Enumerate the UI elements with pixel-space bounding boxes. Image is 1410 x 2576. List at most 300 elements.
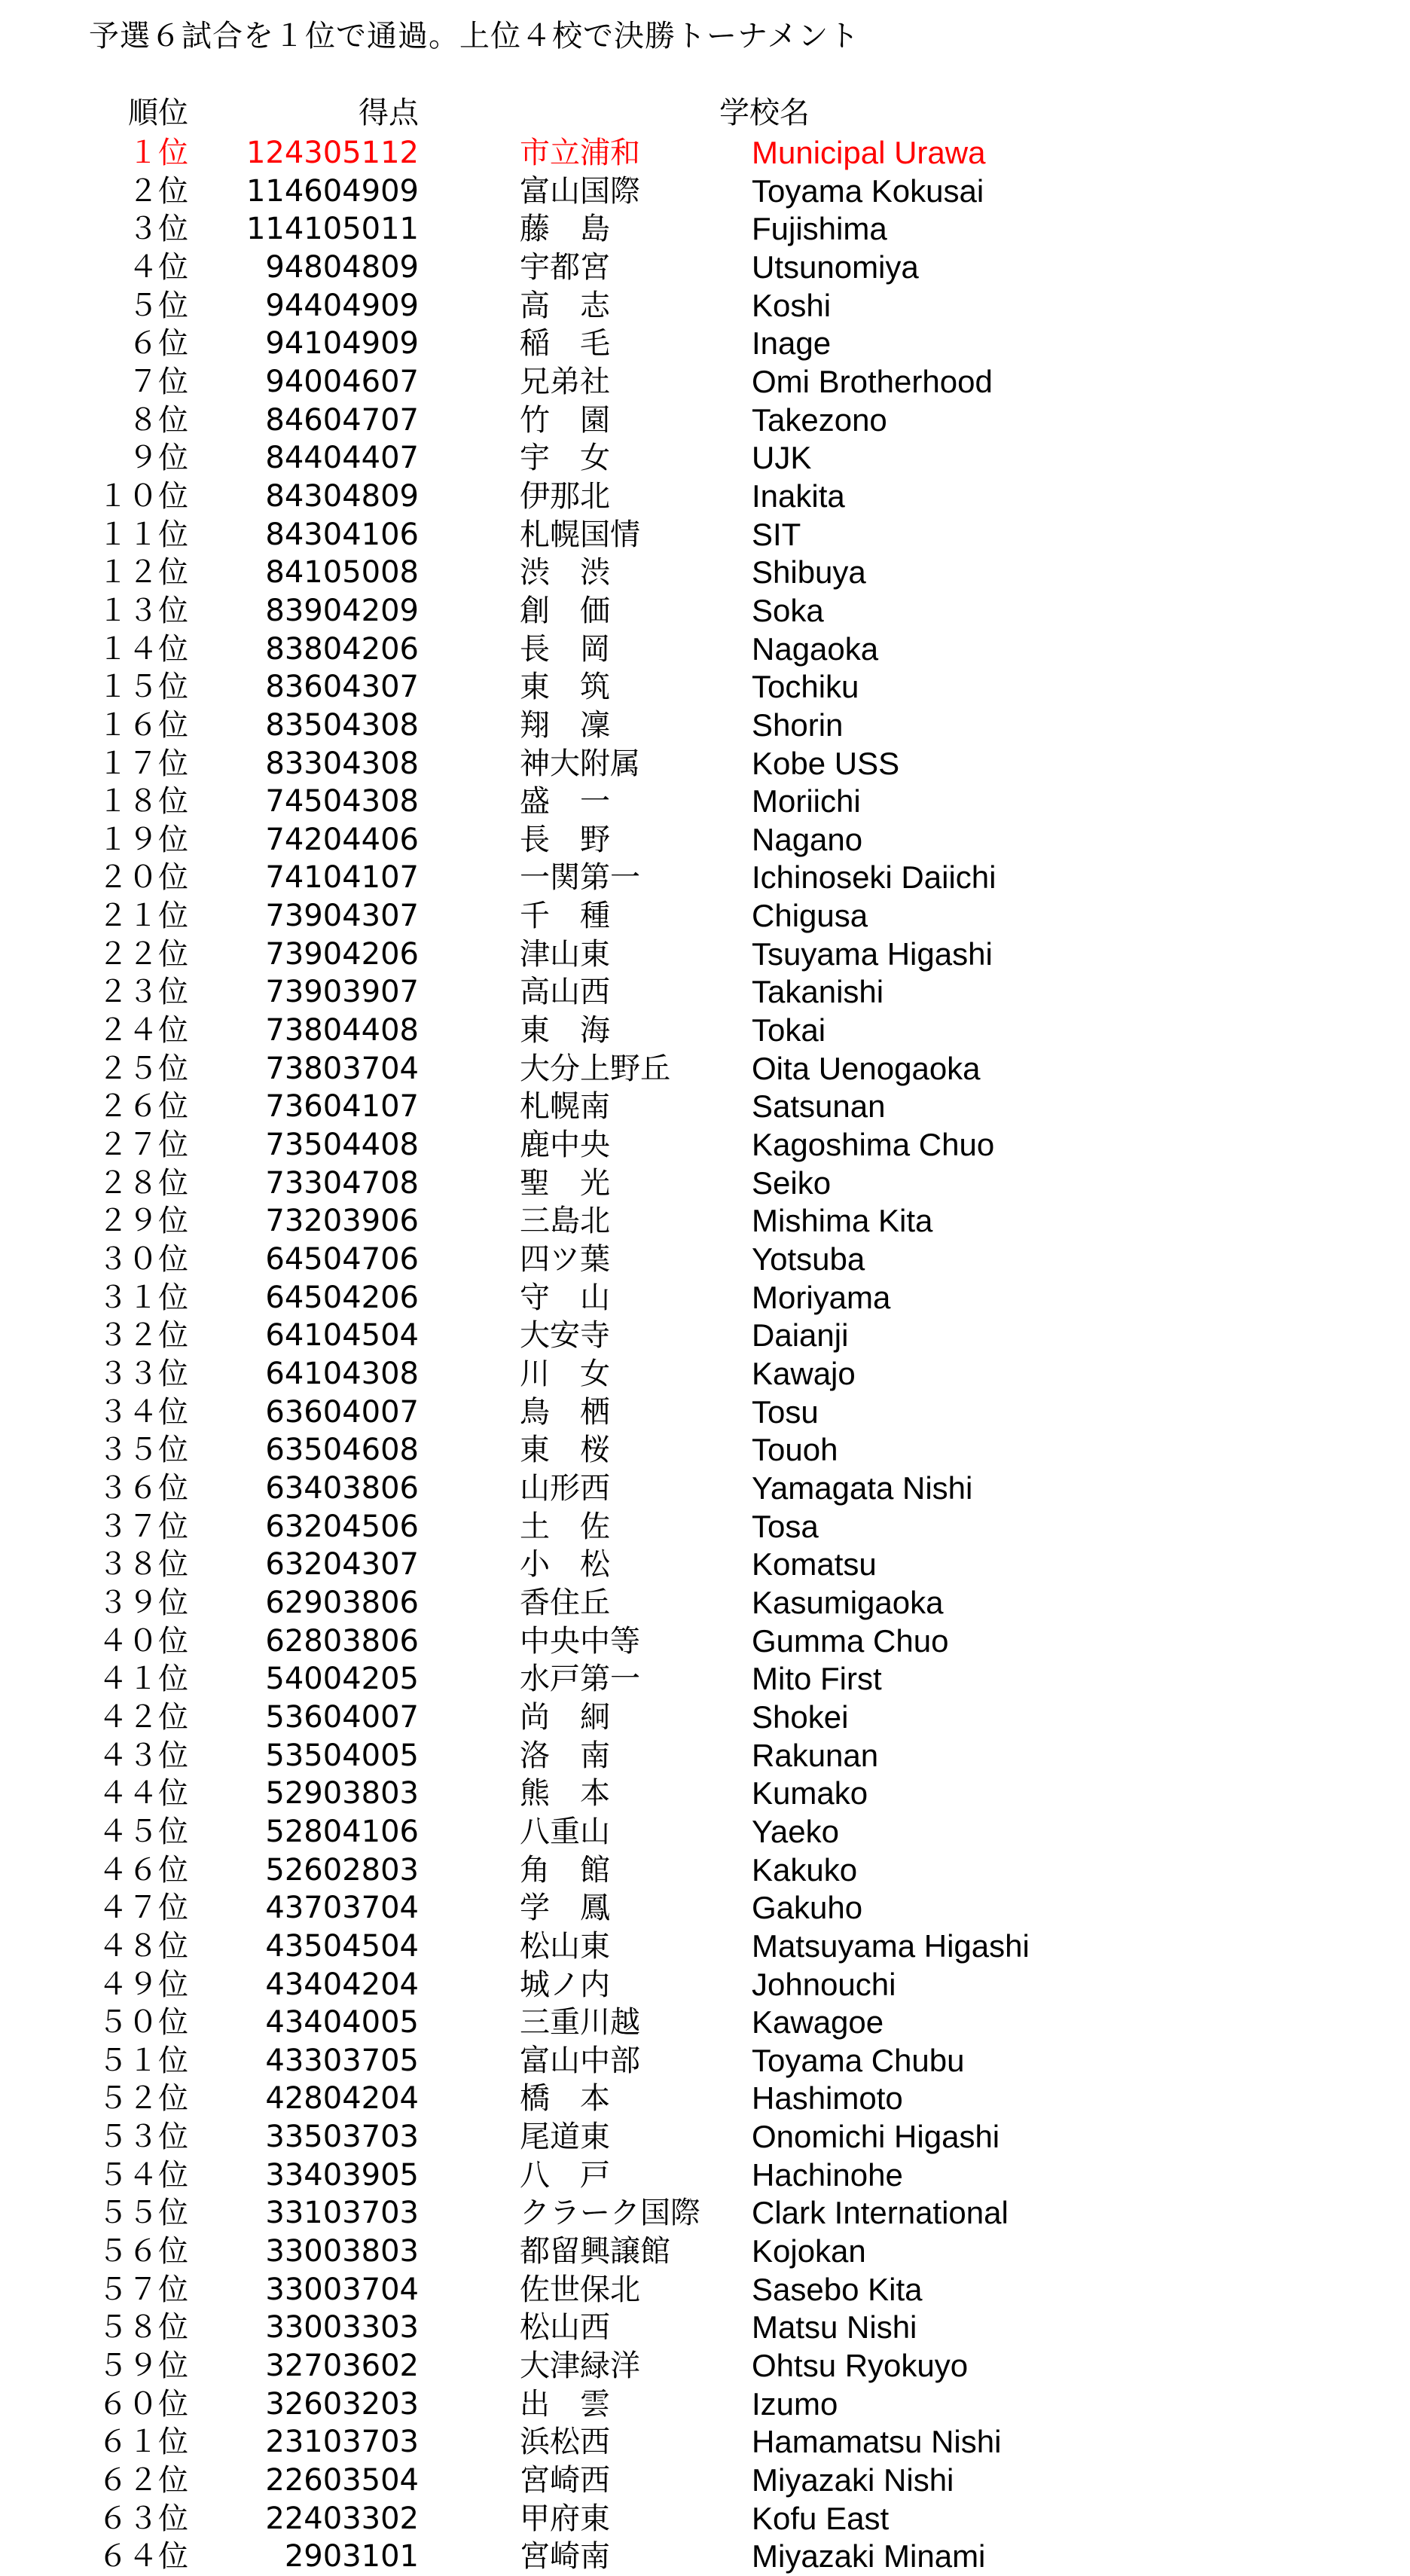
table-row [0, 973, 1410, 1012]
score-cell: 52903803 [265, 1776, 419, 1811]
rank-cell: １６位 [98, 707, 188, 743]
school-en-cell: Tosu [752, 1393, 819, 1430]
school-en-cell: Sasebo Kita [752, 2271, 923, 2307]
table-row [0, 439, 1410, 478]
school-en-cell: SIT [752, 516, 801, 552]
school-en-cell: UJK [752, 440, 812, 476]
table-row [0, 2118, 1410, 2156]
table-row [0, 134, 1410, 172]
school-en-cell: Rakunan [752, 1737, 879, 1773]
school-jp-cell: 東 海 [520, 1013, 610, 1048]
score-cell: 84304809 [265, 478, 419, 514]
rank-cell: ４９位 [98, 1967, 188, 2002]
table-row [0, 2042, 1410, 2080]
table-row [0, 1317, 1410, 1355]
score-cell: 73504408 [265, 1128, 419, 1163]
school-en-cell: Nagano [752, 821, 863, 857]
table-row [0, 287, 1410, 325]
school-en-cell: Koshi [752, 287, 832, 323]
score-cell: 43703704 [265, 1891, 419, 1926]
table-body [0, 134, 1410, 2576]
rank-cell: ６１位 [98, 2425, 188, 2460]
table-row [0, 2004, 1410, 2042]
table-row [0, 210, 1410, 249]
school-jp-cell: 洛 南 [520, 1738, 610, 1773]
school-jp-cell: 香住丘 [520, 1585, 610, 1620]
school-jp-cell: 城ノ内 [520, 1967, 610, 2002]
score-cell: 64104504 [265, 1318, 419, 1354]
school-en-cell: Takezono [752, 401, 887, 438]
school-en-cell: Tosa [752, 1508, 819, 1544]
score-cell: 83804206 [265, 631, 419, 667]
school-jp-cell: 大分上野丘 [520, 1051, 670, 1086]
school-jp-cell: 鹿中央 [520, 1128, 610, 1163]
score-cell: 74504308 [265, 784, 419, 819]
score-cell: 62903806 [265, 1585, 419, 1620]
school-jp-cell: 橋 本 [520, 2081, 610, 2117]
score-cell: 83304308 [265, 746, 419, 781]
score-cell: 43404204 [265, 1967, 419, 2002]
rank-cell: １７位 [98, 746, 188, 781]
rank-cell: ９位 [128, 441, 188, 476]
score-cell: 84404407 [265, 441, 419, 476]
score-cell: 73203906 [265, 1204, 419, 1239]
school-en-cell: Toyama Kokusai [752, 172, 984, 209]
score-cell: 33503703 [265, 2120, 419, 2155]
school-en-cell: Miyazaki Minami [752, 2538, 986, 2574]
school-en-cell: Yotsuba [752, 1241, 865, 1277]
school-en-cell: Kawagoe [752, 2004, 884, 2040]
table-row [0, 1699, 1410, 1737]
school-jp-cell: 尚 絅 [520, 1699, 610, 1735]
table-row [0, 1088, 1410, 1126]
school-en-cell: Tochiku [752, 669, 859, 705]
table-row [0, 1393, 1410, 1432]
school-en-cell: Shorin [752, 707, 844, 743]
rank-cell: ４４位 [98, 1776, 188, 1811]
rank-cell: ６２位 [98, 2463, 188, 2498]
score-cell: 32603203 [265, 2386, 419, 2422]
school-en-cell: Kumako [752, 1775, 868, 1811]
school-jp-cell: 八 戸 [520, 2157, 610, 2193]
score-cell: 64104308 [265, 1357, 419, 1391]
score-cell: 73804408 [265, 1013, 419, 1048]
table-row [0, 1851, 1410, 1890]
school-jp-cell: 松山西 [520, 2310, 610, 2346]
rank-cell: ４６位 [98, 1852, 188, 1888]
rank-cell: １１位 [98, 517, 188, 552]
score-cell: 33003704 [265, 2272, 419, 2307]
score-cell: 73903907 [265, 975, 419, 1010]
school-jp-cell: 兄弟社 [520, 364, 610, 399]
school-en-cell: Johnouchi [752, 1966, 896, 2002]
school-en-cell: Moriyama [752, 1279, 891, 1315]
score-cell: 33103703 [265, 2196, 419, 2231]
table-row [0, 1202, 1410, 1241]
ranking-table [0, 92, 1410, 2576]
school-en-cell: Mito First [752, 1661, 882, 1697]
table-row [0, 2080, 1410, 2118]
school-jp-cell: 四ツ葉 [520, 1242, 610, 1277]
table-row [0, 554, 1410, 592]
school-en-cell: Chigusa [752, 898, 868, 934]
table-row [0, 1164, 1410, 1203]
school-en-cell: Kobe USS [752, 745, 900, 781]
score-cell: 114105011 [246, 212, 419, 247]
table-row [0, 1431, 1410, 1470]
school-jp-cell: 宮崎南 [520, 2539, 610, 2574]
table-row [0, 172, 1410, 211]
rank-cell: ２４位 [98, 1013, 188, 1048]
rank-cell: ２位 [128, 173, 188, 209]
table-header-row [0, 92, 1410, 134]
school-jp-cell: 稲 毛 [520, 326, 610, 362]
school-jp-cell: 津山東 [520, 936, 610, 972]
score-cell: 33003803 [265, 2234, 419, 2269]
rank-cell: ２２位 [98, 936, 188, 972]
school-jp-cell: 竹 園 [520, 402, 610, 438]
school-jp-cell: 盛 一 [520, 784, 610, 819]
table-row [0, 1927, 1410, 1966]
score-cell: 94804809 [265, 249, 419, 285]
school-jp-cell: 大津緑洋 [520, 2349, 640, 2384]
header-rank: 順位 [128, 96, 188, 130]
school-en-cell: Daianji [752, 1317, 849, 1354]
score-cell: 84105008 [265, 555, 419, 591]
rank-cell: ４８位 [98, 1928, 188, 1964]
score-cell: 83604307 [265, 670, 419, 705]
table-row [0, 249, 1410, 287]
table-row [0, 1355, 1410, 1393]
school-jp-cell: 聖 光 [520, 1165, 610, 1201]
table-row [0, 516, 1410, 554]
school-en-cell: Gakuho [752, 1890, 863, 1926]
rank-cell: ７位 [128, 364, 188, 399]
table-row [0, 1470, 1410, 1508]
school-en-cell: Kakuko [752, 1851, 858, 1888]
rank-cell: ４２位 [98, 1699, 188, 1735]
school-en-cell: Fujishima [752, 211, 887, 247]
table-row [0, 1546, 1410, 1584]
score-cell: 63403806 [265, 1470, 419, 1506]
table-row [0, 2423, 1410, 2462]
rank-cell: ３５位 [98, 1433, 188, 1468]
table-row [0, 1889, 1410, 1927]
rank-cell: ５５位 [98, 2196, 188, 2231]
score-cell: 73904206 [265, 936, 419, 972]
score-cell: 43303705 [265, 2043, 419, 2078]
table-row [0, 1279, 1410, 1317]
school-jp-cell: 宇 女 [520, 441, 610, 476]
rank-cell: ４位 [128, 249, 188, 285]
school-en-cell: Yaeko [752, 1813, 839, 1849]
table-row [0, 1241, 1410, 1279]
intro-text: 予選６試合を１位で通過。上位４校で決勝トーナメント [89, 19, 860, 53]
school-jp-cell: 都留興譲館 [520, 2234, 670, 2269]
school-jp-cell: 川 女 [520, 1357, 610, 1391]
score-cell: 84304106 [265, 517, 419, 552]
rank-cell: ５位 [128, 288, 188, 323]
table-row [0, 325, 1410, 363]
rank-cell: １９位 [98, 822, 188, 857]
school-en-cell: Toyama Chubu [752, 2042, 965, 2078]
table-row [0, 630, 1410, 669]
school-jp-cell: クラーク国際 [520, 2196, 700, 2231]
rank-cell: １位 [128, 136, 188, 170]
school-en-cell: Inage [752, 325, 832, 362]
score-cell: 53604007 [265, 1699, 419, 1735]
score-cell: 22603504 [265, 2463, 419, 2498]
table-row [0, 821, 1410, 859]
score-cell: 64504706 [265, 1242, 419, 1277]
rank-cell: ４５位 [98, 1814, 188, 1849]
rank-cell: １０位 [98, 478, 188, 514]
school-en-cell: Shibuya [752, 554, 866, 591]
school-en-cell: Satsunan [752, 1088, 886, 1125]
school-jp-cell: 中央中等 [520, 1623, 640, 1659]
school-jp-cell: 水戸第一 [520, 1662, 640, 1697]
school-jp-cell: 大安寺 [520, 1318, 610, 1354]
rank-cell: ５３位 [98, 2120, 188, 2155]
school-en-cell: Municipal Urawa [752, 135, 986, 170]
table-row [0, 745, 1410, 783]
score-cell: 52804106 [265, 1814, 419, 1849]
rank-cell: ４７位 [98, 1891, 188, 1926]
school-jp-cell: 神大附属 [520, 746, 640, 781]
table-row [0, 2233, 1410, 2271]
table-row [0, 1012, 1410, 1050]
rank-cell: １４位 [98, 631, 188, 667]
school-en-cell: Komatsu [752, 1546, 877, 1583]
rank-cell: ８位 [128, 402, 188, 438]
school-en-cell: Onomichi Higashi [752, 2119, 1000, 2155]
score-cell: 74104107 [265, 860, 419, 896]
rank-cell: ５７位 [98, 2272, 188, 2307]
score-cell: 83904209 [265, 593, 419, 628]
school-en-cell: Izumo [752, 2385, 838, 2422]
table-row [0, 2309, 1410, 2347]
school-jp-cell: 東 筑 [520, 670, 610, 705]
table-row [0, 2347, 1410, 2385]
rank-cell: ５９位 [98, 2349, 188, 2384]
rank-cell: ２０位 [98, 860, 188, 896]
school-jp-cell: 小 松 [520, 1547, 610, 1583]
school-jp-cell: 藤 島 [520, 212, 610, 247]
rank-cell: ５０位 [98, 2005, 188, 2040]
rank-cell: ５６位 [98, 2234, 188, 2269]
school-en-cell: Hashimoto [752, 2080, 903, 2117]
school-jp-cell: 三島北 [520, 1204, 610, 1239]
table-row [0, 707, 1410, 745]
table-row [0, 401, 1410, 440]
score-cell: 43504504 [265, 1928, 419, 1964]
table-row [0, 1126, 1410, 1164]
rank-cell: ５２位 [98, 2081, 188, 2117]
school-jp-cell: 八重山 [520, 1814, 610, 1849]
table-row [0, 1508, 1410, 1546]
school-jp-cell: 長 岡 [520, 631, 610, 667]
rank-cell: ３２位 [98, 1318, 188, 1354]
score-cell: 83504308 [265, 707, 419, 743]
rank-cell: １２位 [98, 555, 188, 591]
school-jp-cell: 翔 凜 [520, 707, 610, 743]
school-jp-cell: 東 桜 [520, 1433, 610, 1468]
school-en-cell: Soka [752, 592, 824, 628]
rank-cell: ３９位 [98, 1585, 188, 1620]
school-en-cell: Kagoshima Chuo [752, 1127, 995, 1163]
table-row [0, 478, 1410, 516]
school-en-cell: Miyazaki Nishi [752, 2462, 954, 2498]
score-cell: 22403302 [265, 2501, 419, 2536]
school-jp-cell: 熊 本 [520, 1776, 610, 1811]
school-en-cell: Takanishi [752, 974, 884, 1010]
school-en-cell: Mishima Kita [752, 1203, 933, 1239]
school-en-cell: Hachinohe [752, 2156, 903, 2193]
rank-cell: １３位 [98, 593, 188, 628]
rank-cell: ２７位 [98, 1128, 188, 1163]
score-cell: 32703602 [265, 2349, 419, 2384]
table-row [0, 668, 1410, 707]
school-jp-cell: 高 志 [520, 288, 610, 323]
school-jp-cell: 伊那北 [520, 478, 610, 514]
school-en-cell: Clark International [752, 2195, 1009, 2231]
school-jp-cell: 富山国際 [520, 173, 640, 209]
school-en-cell: Inakita [752, 478, 845, 514]
rank-cell: ５４位 [98, 2157, 188, 2193]
rank-cell: ６位 [128, 326, 188, 362]
table-row [0, 783, 1410, 821]
rank-cell: ４３位 [98, 1738, 188, 1773]
school-en-cell: Utsunomiya [752, 249, 919, 285]
rank-cell: ４１位 [98, 1662, 188, 1697]
score-cell: 73604107 [265, 1089, 419, 1125]
school-en-cell: Seiko [752, 1164, 832, 1201]
rank-cell: ３３位 [98, 1357, 188, 1391]
school-en-cell: Tsuyama Higashi [752, 935, 993, 972]
school-en-cell: Yamagata Nishi [752, 1470, 973, 1506]
rank-cell: ３６位 [98, 1470, 188, 1506]
table-row [0, 859, 1410, 897]
table-row [0, 1737, 1410, 1775]
school-jp-cell: 富山中部 [520, 2043, 640, 2078]
school-jp-cell: 学 鳳 [520, 1891, 610, 1926]
school-jp-cell: 鳥 栖 [520, 1394, 610, 1430]
school-jp-cell: 一関第一 [520, 860, 640, 896]
score-cell: 73304708 [265, 1165, 419, 1201]
score-cell: 53504005 [265, 1738, 419, 1773]
rank-cell: １５位 [98, 670, 188, 705]
header-score: 得点 [359, 96, 419, 130]
score-cell: 64504206 [265, 1280, 419, 1315]
score-cell: 63604007 [265, 1394, 419, 1430]
school-jp-cell: 佐世保北 [520, 2272, 640, 2307]
score-cell: 124305112 [246, 136, 419, 170]
school-jp-cell: 札幌南 [520, 1089, 610, 1125]
school-en-cell: Oita Uenogaoka [752, 1050, 981, 1086]
rank-cell: ３４位 [98, 1394, 188, 1430]
school-en-cell: Kawajo [752, 1356, 856, 1391]
school-en-cell: Tokai [752, 1012, 826, 1048]
table-row [0, 363, 1410, 401]
school-jp-cell: 宮崎西 [520, 2463, 610, 2498]
school-jp-cell: 渋 渋 [520, 555, 610, 591]
school-en-cell: Nagaoka [752, 630, 879, 667]
school-en-cell: Ohtsu Ryokuyo [752, 2348, 969, 2384]
school-en-cell: Touoh [752, 1432, 838, 1468]
table-row [0, 2385, 1410, 2424]
score-cell: 23103703 [265, 2425, 419, 2460]
rank-cell: ６０位 [98, 2386, 188, 2422]
rank-cell: ３位 [128, 212, 188, 247]
school-en-cell: Kofu East [752, 2500, 890, 2536]
table-row [0, 2500, 1410, 2538]
school-jp-cell: 宇都宮 [520, 249, 610, 285]
school-en-cell: Shokei [752, 1699, 849, 1735]
table-row [0, 1622, 1410, 1661]
school-en-cell: Omi Brotherhood [752, 363, 993, 399]
rank-cell: １８位 [98, 784, 188, 819]
school-jp-cell: 長 野 [520, 822, 610, 857]
score-cell: 74204406 [265, 822, 419, 857]
table-row [0, 2462, 1410, 2500]
score-cell: 63204307 [265, 1547, 419, 1583]
table-row [0, 592, 1410, 630]
school-jp-cell: 高山西 [520, 975, 610, 1010]
school-en-cell: Matsuyama Higashi [752, 1927, 1030, 1964]
rank-cell: ３７位 [98, 1509, 188, 1544]
school-jp-cell: 山形西 [520, 1470, 610, 1506]
school-jp-cell: 市立浦和 [520, 136, 640, 170]
score-cell: 114604909 [246, 173, 419, 209]
score-cell: 33003303 [265, 2310, 419, 2346]
school-jp-cell: 甲府東 [520, 2501, 610, 2536]
table-row [0, 1660, 1410, 1699]
score-cell: 73904307 [265, 899, 419, 934]
score-cell: 62803806 [265, 1623, 419, 1659]
rank-cell: ５８位 [98, 2310, 188, 2346]
header-school: 学校名 [719, 96, 810, 130]
rank-cell: ２１位 [98, 899, 188, 934]
rank-cell: ３１位 [98, 1280, 188, 1315]
school-en-cell: Hamamatsu Nishi [752, 2424, 1002, 2460]
score-cell: 43404005 [265, 2005, 419, 2040]
rank-cell: ４０位 [98, 1623, 188, 1659]
rank-cell: ２９位 [98, 1204, 188, 1239]
rank-cell: ６４位 [98, 2539, 188, 2574]
table-row [0, 1813, 1410, 1851]
score-cell: 2903101 [284, 2539, 419, 2574]
score-cell: 94404909 [265, 288, 419, 323]
school-jp-cell: 松山東 [520, 1928, 610, 1964]
rank-cell: ２５位 [98, 1051, 188, 1086]
score-cell: 84604707 [265, 402, 419, 438]
school-jp-cell: 土 佐 [520, 1509, 610, 1544]
table-row [0, 1966, 1410, 2004]
rank-cell: ５１位 [98, 2043, 188, 2078]
score-cell: 52602803 [265, 1852, 419, 1888]
table-row [0, 2271, 1410, 2309]
score-cell: 54004205 [265, 1662, 419, 1697]
table-row [0, 1775, 1410, 1813]
table-row [0, 2156, 1410, 2195]
school-en-cell: Moriichi [752, 783, 861, 819]
rank-cell: ６３位 [98, 2501, 188, 2536]
score-cell: 33403905 [265, 2157, 419, 2193]
school-en-cell: Gumma Chuo [752, 1622, 949, 1659]
table-row [0, 1584, 1410, 1622]
score-cell: 63504608 [265, 1433, 419, 1468]
table-row [0, 935, 1410, 974]
